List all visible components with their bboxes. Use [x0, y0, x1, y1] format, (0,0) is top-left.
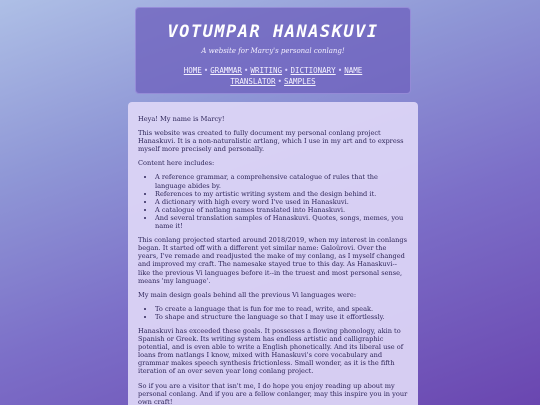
nav-separator: • [284, 66, 289, 75]
nav-dictionary-link[interactable]: DICTIONARY [290, 66, 336, 75]
list-item: • To create a language that is fun for me to read, write, and speak. [155, 305, 408, 313]
nav-samples-link[interactable]: SAMPLES [284, 77, 316, 86]
nav-separator: • [277, 77, 283, 86]
intro-paragraph: This website was created to fully document my personal conlang project Hanaskuvi. It is a non-naturalistic artlang, which I use in my art and to express myself more precisely and personally. [138, 129, 404, 154]
contents-list [138, 173, 408, 230]
main-nav [142, 65, 404, 87]
goals-heading: My main design goals behind all the previous Vi languages were: [138, 290, 357, 299]
nav-separator: • [243, 66, 249, 75]
nav-writing-link[interactable]: WRITING [250, 66, 283, 75]
list-item: • A catalogue of natlang names translated into Hanaskuvi. [155, 206, 408, 214]
nav-name-translator-link[interactable]: NAME TRANSLATOR [230, 66, 363, 86]
list-item: • References to my artistic writing system and the design behind it. [155, 190, 408, 198]
site-tagline: A website for Marcy's personal conlang! [201, 47, 345, 55]
list-item: • A reference grammar, a comprehensive catalogue of rules that the language abides by. [155, 173, 408, 189]
nav-separator: • [203, 66, 209, 75]
list-item: • To shape and structure the language so that I may use it effortlessly. [155, 313, 408, 321]
list-item: • And several translation samples of Hanaskuvi. Quotes, songs, memes, you name it! [155, 214, 408, 230]
exceeded-paragraph: Hanaskuvi has exceeded these goals. It possesses a flowing phonology, akin to Spanish or Greek. Its writing system has endless artistic and calligraphic potential, and is even able to write a English phonetically. And its liberal use of loans from natlangs I know, mixed with Hanaskuvi's core vocabulary and grammar makes speech synthesis frictionless. Small wonder, as it is the fifth iteration of an over seven year long conlang project. [138, 326, 404, 376]
nav-grammar-link[interactable]: GRAMMAR [210, 66, 242, 75]
site-title: VOTUMPAR HANASKUVI [167, 22, 379, 42]
closing-paragraph: So if you are a visitor that isn't me, I do hope you enjoy reading up about my personal conlang. And if you are a fellow conlanger, may this inspire you in your own craft! [138, 381, 408, 405]
greeting-paragraph: Heya! My name is Marcy! [138, 115, 225, 123]
main-content [128, 102, 418, 405]
nav-home-link[interactable]: HOME [183, 66, 202, 75]
goals-list [138, 305, 408, 321]
site-header [135, 7, 411, 94]
history-paragraph: This conlang projected started around 2018/2019, when my interest in conlangs began. It started off with a different yet similar name: Galoûrovi. Over the years, I've remade and readjusted the make of my conlang, as I myself changed and improved my craft. The namesake stayed true to this day. As Hanaskuvi--like the previous Vi languages before it--in the truest and most personal sense, means 'my language'. [138, 236, 407, 285]
contents-heading: Content here includes: [138, 159, 215, 168]
list-item: • A dictionary with high every word I've used in Hanaskuvi. [155, 198, 408, 206]
nav-separator: • [337, 66, 343, 75]
